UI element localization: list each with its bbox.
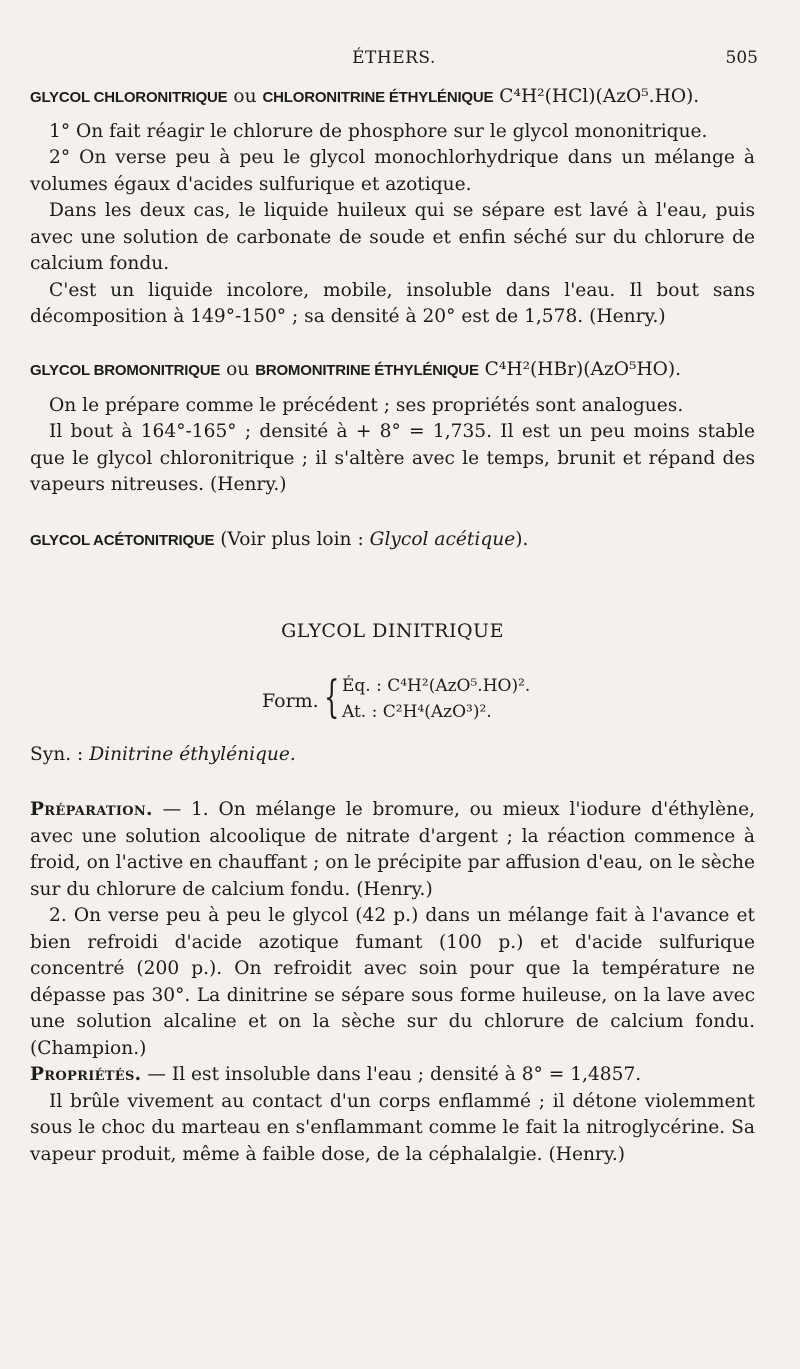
- section-bromonitrique: [30, 357, 755, 499]
- brace: {: [324, 672, 340, 723]
- paragraph: Propriétés. — Il est insoluble dans l'eau ; densité à 8° = 1,4857.: [30, 1064, 642, 1085]
- paragraph: C'est un liquide incolore, mobile, insoluble dans l'eau. Il bout sans décomposition à 149°-150° ; sa densité à 20° est de 1,578. (Henry.): [30, 279, 755, 327]
- section-title: GLYCOL DINITRIQUE: [281, 620, 504, 642]
- paragraph: 1° On fait réagir le chlorure de phosphore sur le glycol mononitrique.: [49, 120, 708, 142]
- formula-at: At. : C²H⁴(AzO³)².: [342, 702, 492, 722]
- running-title: ÉTHERS.: [352, 48, 436, 68]
- paragraph: 2. On verse peu à peu le glycol (42 p.) dans un mélange fait à l'avance et bien refroidi d'acide azotique fumant (100 p.) et d'acide sulfurique concentré (200 p.). On refroidit avec soin pour que la température ne dépasse pas 30°. La dinitrine se sépare sous forme huileuse, on la lave avec une solution alcaline et on la sèche sur du chlorure de calcium fondu. (Champion.): [30, 905, 755, 1059]
- paragraph: Il bout à 164°-165° ; densité à + 8° = 1,735. Il est un peu moins stable que le glycol chloronitrique ; il s'altère avec le temps, brunit et répand des vapeurs nitreuses. (Henry.): [30, 421, 755, 495]
- running-header: [30, 48, 758, 74]
- run-in-heading: Propriétés.: [30, 1064, 142, 1085]
- paragraph: 2° On verse peu à peu le glycol monochlorhydrique dans un mélange à volumes égaux d'acides sulfurique et azotique.: [30, 147, 755, 195]
- paragraph: On le prépare comme le précédent ; ses propriétés sont analogues.: [49, 394, 684, 416]
- paragraph: Dans les deux cas, le liquide huileux qui se sépare est lavé à l'eau, puis avec une solution de carbonate de soude et enfin séché sur du chlorure de calcium fondu.: [30, 200, 755, 274]
- synonym-line: Syn. : Dinitrine éthylénique.: [30, 744, 296, 765]
- section-heading: GLYCOL CHLORONITRIQUE ou CHLORONITRINE ÉTHYLÉNIQUE C⁴H²(HCl)(AzO⁵.HO).: [30, 86, 700, 107]
- section-proprietes: [30, 1062, 755, 1168]
- formula-block: [262, 672, 562, 728]
- section-preparation: [30, 797, 755, 1062]
- section-acetonitrique: [30, 527, 755, 555]
- paragraph: Préparation. — 1. On mélange le bromure, ou mieux l'iodure d'éthylène, avec une solution alcoolique de nitrate d'argent ; la réaction commence à froid, on l'active en chauffant ; on le précipite par affusion d'eau, on le sèche sur du chlorure de calcium fondu. (Henry.): [30, 799, 756, 900]
- paragraph: Il brûle vivement au contact d'un corps enflammé ; il détone violemment sous le choc du marteau en s'enflammant comme le fait la nitroglycérine. Sa vapeur produit, même à faible dose, de la céphalalgie. (Henry.): [30, 1090, 755, 1165]
- run-in-heading: Préparation.: [30, 799, 153, 820]
- formula-eq: Éq. : C⁴H²(AzO⁵.HO)².: [342, 676, 531, 696]
- section-heading: GLYCOL BROMONITRIQUE ou BROMONITRINE ÉTHYLÉNIQUE C⁴H²(HBr)(AzO⁵HO).: [30, 359, 682, 380]
- formula-label: Form.: [262, 690, 319, 712]
- page-number: 505: [725, 48, 758, 68]
- section-heading: GLYCOL ACÉTONITRIQUE (Voir plus loin : Glycol acétique).: [30, 529, 529, 550]
- section-chloronitrique: [30, 84, 755, 331]
